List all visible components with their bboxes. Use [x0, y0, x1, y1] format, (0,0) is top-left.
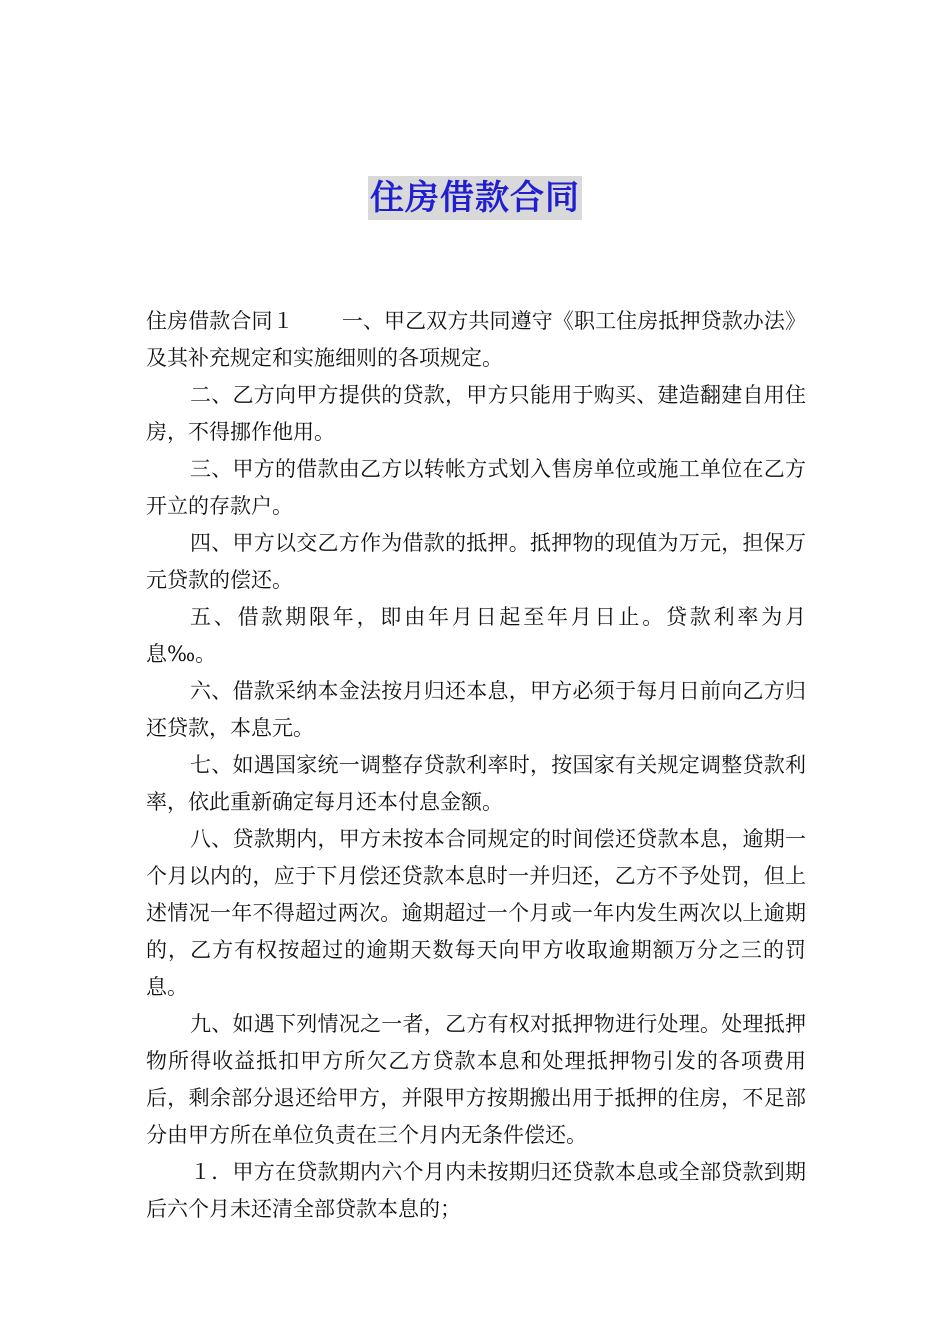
paragraph-3: 三、甲方的借款由乙方以转帐方式划入售房单位或施工单位在乙方开立的存款户。	[146, 457, 806, 518]
paragraph-1	[146, 303, 806, 377]
paragraph-2: 二、乙方向甲方提供的贷款，甲方只能用于购买、建造翻建自用住房，不得挪作他用。	[146, 383, 806, 444]
paragraph-1-text: 一、甲乙双方共同遵守《职工住房抵押贷款办法》及其补充规定和实施细则的各项规定。	[146, 309, 807, 370]
document-body	[146, 303, 806, 1228]
paragraph-4: 四、甲方以交乙方作为借款的抵押。抵押物的现值为万元，担保万元贷款的偿还。	[146, 531, 806, 592]
paragraph-8: 八、贷款期内，甲方未按本合同规定的时间偿还贷款本息，逾期一个月以内的，应于下月偿还贷款本息时一并归还，乙方不予处罚，但上述情况一年不得超过两次。逾期超过一个月或一年内发生两次以上逾期的，乙方有权按超过的逾期天数每天向甲方收取逾期额万分之三的罚息。	[146, 827, 806, 999]
paragraph-7: 七、如遇国家统一调整存贷款利率时，按国家有关规定调整贷款利率，依此重新确定每月还本付息金额。	[146, 753, 806, 814]
title-container	[0, 176, 950, 220]
paragraph-5: 五、借款期限年，即由年月日起至年月日止。贷款利率为月息‰。	[146, 605, 806, 666]
paragraph-9: 九、如遇下列情况之一者，乙方有权对抵押物进行处理。处理抵押物所得收益抵扣甲方所欠乙方贷款本息和处理抵押物引发的各项费用后，剩余部分退还给甲方，并限甲方按期搬出用于抵押的住房，不足部分由甲方所在单位负责在三个月内无条件偿还。	[146, 1012, 806, 1147]
paragraph-10: １．甲方在贷款期内六个月内未按期归还贷款本息或全部贷款到期后六个月未还清全部贷款本息的；	[146, 1160, 806, 1221]
paragraph-6: 六、借款采纳本金法按月归还本息，甲方必须于每月日前向乙方归还贷款，本息元。	[146, 679, 806, 740]
contract-intro-label: 住房借款合同１	[146, 309, 294, 333]
document-title: 住房借款合同	[370, 178, 580, 218]
